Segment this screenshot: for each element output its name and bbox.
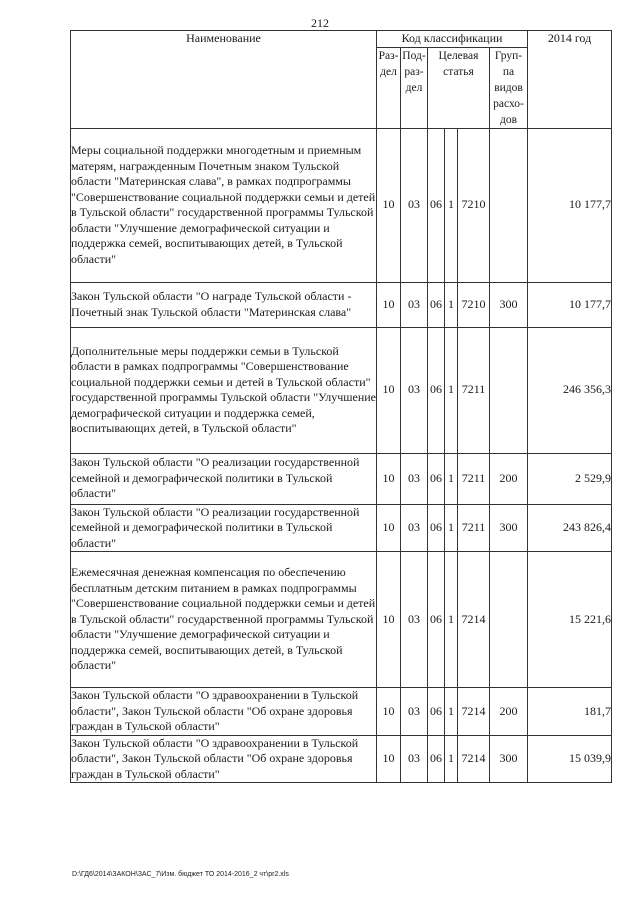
row-target-subprogram: 1 (445, 453, 458, 504)
row-podrazdel: 03 (401, 504, 428, 552)
row-razdel: 10 (377, 504, 401, 552)
row-target-program: 06 (428, 327, 445, 453)
row-target-subprogram: 1 (445, 688, 458, 736)
row-expense-type (490, 327, 528, 453)
row-target-program: 06 (428, 688, 445, 736)
row-target-program: 06 (428, 453, 445, 504)
row-amount: 181,7 (528, 688, 612, 736)
row-amount: 15 039,9 (528, 735, 612, 783)
row-amount: 15 221,6 (528, 552, 612, 688)
budget-table (70, 30, 612, 783)
header-target: Целевая статья (428, 47, 490, 128)
row-name: Меры социальной поддержки многодетным и приемным матерям, награжденным Почетным знаком Тульской области "Материнская слава", в рамках подпрограммы "Совершенствование социальной поддержки семьи и детей в Тульской области" государственной программы Тульской области "Улучшение демографической ситуации и поддержка семей, воспитывающих детей, в Тульской области" (71, 128, 377, 282)
row-podrazdel: 03 (401, 688, 428, 736)
row-amount: 2 529,9 (528, 453, 612, 504)
row-expense-type: 300 (490, 282, 528, 327)
row-target-code: 7214 (458, 552, 490, 688)
row-name: Закон Тульской области "О здравоохранении в Тульской области", Закон Тульской области "Об охране здоровья граждан в Тульской области" (71, 735, 377, 783)
row-expense-type: 200 (490, 688, 528, 736)
row-target-program: 06 (428, 504, 445, 552)
table-body (71, 128, 612, 783)
row-podrazdel: 03 (401, 282, 428, 327)
header-name: Наименование (71, 31, 377, 129)
row-target-subprogram: 1 (445, 128, 458, 282)
row-razdel: 10 (377, 327, 401, 453)
row-expense-type: 200 (490, 453, 528, 504)
row-name: Ежемесячная денежная компенсация по обеспечению бесплатным детским питанием в рамках подпрограммы "Совершенствование социальной поддержки семьи и детей в Тульской области" государственной программы Тульской области "Улучшение демографической ситуации и поддержка семей, воспитывающих детей, в Тульской области" (71, 552, 377, 688)
row-target-program: 06 (428, 282, 445, 327)
row-target-code: 7214 (458, 688, 490, 736)
row-target-program: 06 (428, 552, 445, 688)
row-target-code: 7211 (458, 327, 490, 453)
row-name: Закон Тульской области "О награде Тульской области - Почетный знак Тульской области "Материнская слава" (71, 282, 377, 327)
row-expense-type (490, 552, 528, 688)
row-expense-type: 300 (490, 504, 528, 552)
row-podrazdel: 03 (401, 552, 428, 688)
row-target-subprogram: 1 (445, 282, 458, 327)
header-year: 2014 год (528, 31, 612, 129)
table-row (71, 552, 612, 688)
row-podrazdel: 03 (401, 128, 428, 282)
row-name: Закон Тульской области "О здравоохранении в Тульской области", Закон Тульской области "Об охране здоровья граждан в Тульской области" (71, 688, 377, 736)
row-razdel: 10 (377, 688, 401, 736)
table-row (71, 453, 612, 504)
row-target-code: 7210 (458, 128, 490, 282)
row-razdel: 10 (377, 552, 401, 688)
row-amount: 246 356,3 (528, 327, 612, 453)
header-podrazdel: Под-раз-дел (401, 47, 428, 128)
row-razdel: 10 (377, 453, 401, 504)
table-row (71, 688, 612, 736)
row-name: Закон Тульской области "О реализации государственной семейной и демографической политики в Тульской области" (71, 504, 377, 552)
row-name: Дополнительные меры поддержки семьи в Тульской области в рамках подпрограммы "Совершенствование социальной поддержки семьи и детей в Тульской области" государственной программы Тульской области "Улучшение демографической ситуации и поддержка семей, воспитывающих детей, в Тульской области" (71, 327, 377, 453)
row-name: Закон Тульской области "О реализации государственной семейной и демографической политики в Тульской области" (71, 453, 377, 504)
table-row (71, 327, 612, 453)
row-target-program: 06 (428, 128, 445, 282)
row-podrazdel: 03 (401, 327, 428, 453)
row-target-subprogram: 1 (445, 735, 458, 783)
table-row (71, 128, 612, 282)
page-number: 212 (311, 16, 329, 30)
header-razdel: Раз-дел (377, 47, 401, 128)
row-target-code: 7211 (458, 504, 490, 552)
row-razdel: 10 (377, 128, 401, 282)
table-header (71, 31, 612, 129)
row-amount: 10 177,7 (528, 128, 612, 282)
row-amount: 10 177,7 (528, 282, 612, 327)
header-code-group: Код классификации (377, 31, 528, 48)
file-path-footer: D:\ГД6\2014\ЗАКОН\ЗАС_7\Изм. бюджет ТО 2014-2016_2 чт\pr2.xls (72, 871, 289, 878)
row-podrazdel: 03 (401, 735, 428, 783)
row-razdel: 10 (377, 282, 401, 327)
row-target-subprogram: 1 (445, 327, 458, 453)
row-expense-type: 300 (490, 735, 528, 783)
row-razdel: 10 (377, 735, 401, 783)
row-expense-type (490, 128, 528, 282)
row-amount: 243 826,4 (528, 504, 612, 552)
row-target-subprogram: 1 (445, 504, 458, 552)
row-target-code: 7211 (458, 453, 490, 504)
table-row (71, 282, 612, 327)
table-row (71, 735, 612, 783)
table-row (71, 504, 612, 552)
row-target-code: 7210 (458, 282, 490, 327)
row-target-program: 06 (428, 735, 445, 783)
row-target-code: 7214 (458, 735, 490, 783)
row-target-subprogram: 1 (445, 552, 458, 688)
row-podrazdel: 03 (401, 453, 428, 504)
header-vid: Груп-па видов расхо-дов (490, 47, 528, 128)
